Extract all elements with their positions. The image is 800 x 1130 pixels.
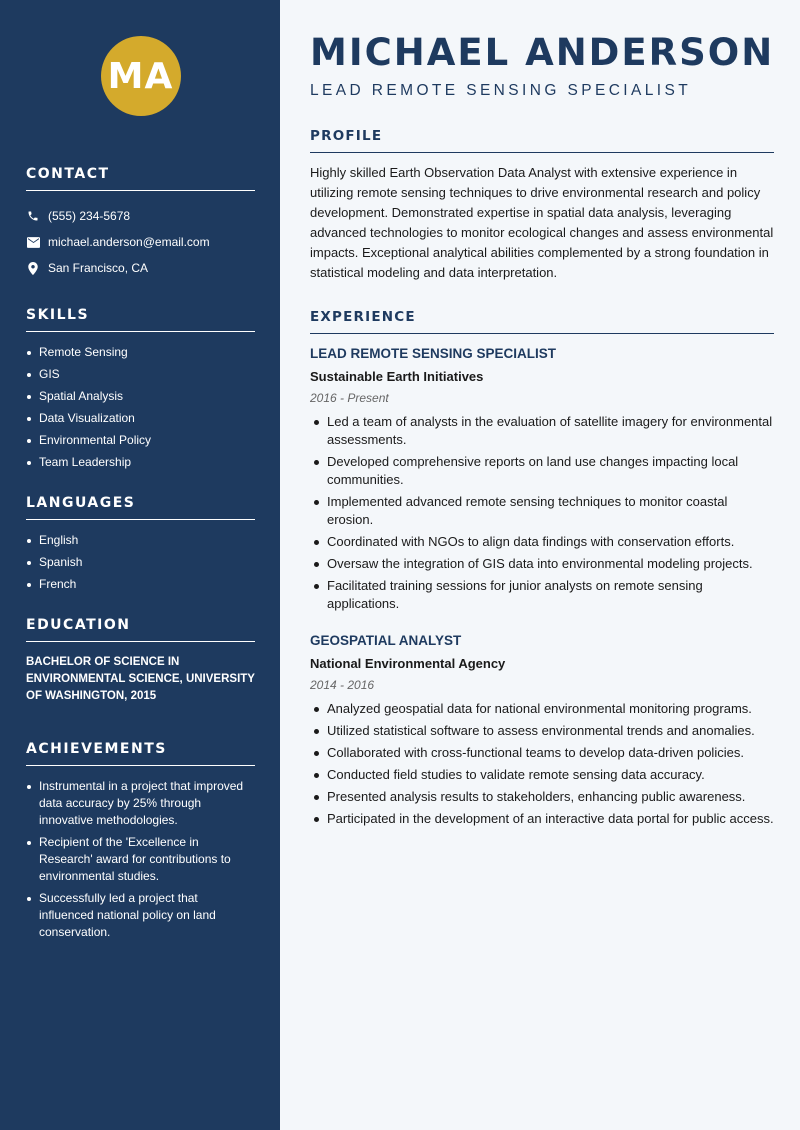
job-company: National Environmental Agency: [310, 656, 506, 671]
education-heading: EDUCATION: [26, 617, 255, 642]
avatar-initials: MA: [107, 55, 174, 97]
job-bullets: [310, 700, 774, 828]
profile-section: [310, 128, 774, 283]
contact-location: [26, 255, 255, 281]
sidebar: [0, 0, 280, 1130]
job-dates: 2014 - 2016: [310, 678, 375, 692]
skill-item: Environmental Policy: [26, 432, 255, 449]
job-bullet: Collaborated with cross-functional teams to develop data-driven policies.: [310, 744, 774, 762]
contact-email-text: michael.anderson@email.com: [48, 235, 210, 249]
job-bullet: Oversaw the integration of GIS data into environmental modeling projects.: [310, 555, 774, 573]
job-dates: 2016 - Present: [310, 391, 389, 405]
languages-list: [26, 532, 255, 593]
achievements-section: [26, 741, 255, 941]
contact-section: [26, 166, 255, 281]
skill-item: Remote Sensing: [26, 344, 255, 361]
location-pin-icon: [26, 261, 40, 275]
languages-heading: LANGUAGES: [26, 495, 255, 520]
candidate-name: MICHAEL ANDERSON: [310, 31, 775, 74]
experience-section: [310, 309, 774, 828]
profile-text: Highly skilled Earth Observation Data Analyst with extensive experience in utilizing remote sensing techniques to drive environmental research and policy development. Demonstrated expertise in spatial data analysis, leveraging advanced technologies to monitor ecological changes and assess environmental impacts. Exceptional analytical abilities complemented by a strong foundation in statistical modeling and data interpretation.: [310, 165, 774, 280]
education-degree: BACHELOR OF SCIENCE IN ENVIRONMENTAL SCIENCE, UNIVERSITY OF WASHINGTON, 2015: [26, 656, 255, 702]
language-item: French: [26, 576, 255, 593]
contact-phone: [26, 203, 255, 229]
achievement-item: Successfully led a project that influenced national policy on land conservation.: [26, 890, 255, 941]
language-item: English: [26, 532, 255, 549]
job-bullet: Utilized statistical software to assess environmental trends and anomalies.: [310, 722, 774, 740]
job-title: GEOSPATIAL ANALYST: [310, 633, 462, 648]
skill-item: Spatial Analysis: [26, 388, 255, 405]
skills-list: [26, 344, 255, 471]
job-bullet: Developed comprehensive reports on land use changes impacting local communities.: [310, 453, 774, 489]
job-bullets: [310, 413, 774, 613]
job-entry: [310, 631, 774, 828]
job-bullet: Led a team of analysts in the evaluation of satellite imagery for environmental assessments.: [310, 413, 774, 449]
skills-heading: SKILLS: [26, 307, 255, 332]
achievements-list: [26, 778, 255, 941]
candidate-role: LEAD REMOTE SENSING SPECIALIST: [310, 82, 692, 99]
education-section: [26, 617, 255, 705]
job-company: Sustainable Earth Initiatives: [310, 369, 484, 384]
job-bullet: Coordinated with NGOs to align data findings with conservation efforts.: [310, 533, 774, 551]
job-bullet: Conducted field studies to validate remote sensing data accuracy.: [310, 766, 774, 784]
job-bullet: Analyzed geospatial data for national environmental monitoring programs.: [310, 700, 774, 718]
profile-heading: PROFILE: [310, 128, 774, 153]
contact-heading: CONTACT: [26, 166, 255, 191]
contact-email: [26, 229, 255, 255]
job-bullet: Implemented advanced remote sensing techniques to monitor coastal erosion.: [310, 493, 774, 529]
experience-heading: EXPERIENCE: [310, 309, 774, 334]
achievement-item: Instrumental in a project that improved data accuracy by 25% through innovative methodologies.: [26, 778, 255, 829]
email-icon: [26, 235, 40, 249]
achievement-item: Recipient of the 'Excellence in Research' award for contributions to environmental studies.: [26, 834, 255, 885]
languages-section: [26, 495, 255, 593]
job-bullet: Presented analysis results to stakeholders, enhancing public awareness.: [310, 788, 774, 806]
phone-icon: [26, 209, 40, 223]
language-item: Spanish: [26, 554, 255, 571]
contact-phone-text: (555) 234-5678: [48, 209, 131, 223]
skill-item: Team Leadership: [26, 454, 255, 471]
avatar: [101, 36, 181, 116]
job-bullet: Facilitated training sessions for junior analysts on remote sensing applications.: [310, 577, 774, 613]
main-content: [280, 0, 800, 1130]
achievements-heading: ACHIEVEMENTS: [26, 741, 255, 766]
job-bullet: Participated in the development of an interactive data portal for public access.: [310, 810, 774, 828]
skills-section: [26, 307, 255, 471]
job-title: LEAD REMOTE SENSING SPECIALIST: [310, 346, 557, 361]
skill-item: Data Visualization: [26, 410, 255, 427]
contact-location-text: San Francisco, CA: [48, 261, 149, 275]
job-entry: [310, 344, 774, 613]
skill-item: GIS: [26, 366, 255, 383]
